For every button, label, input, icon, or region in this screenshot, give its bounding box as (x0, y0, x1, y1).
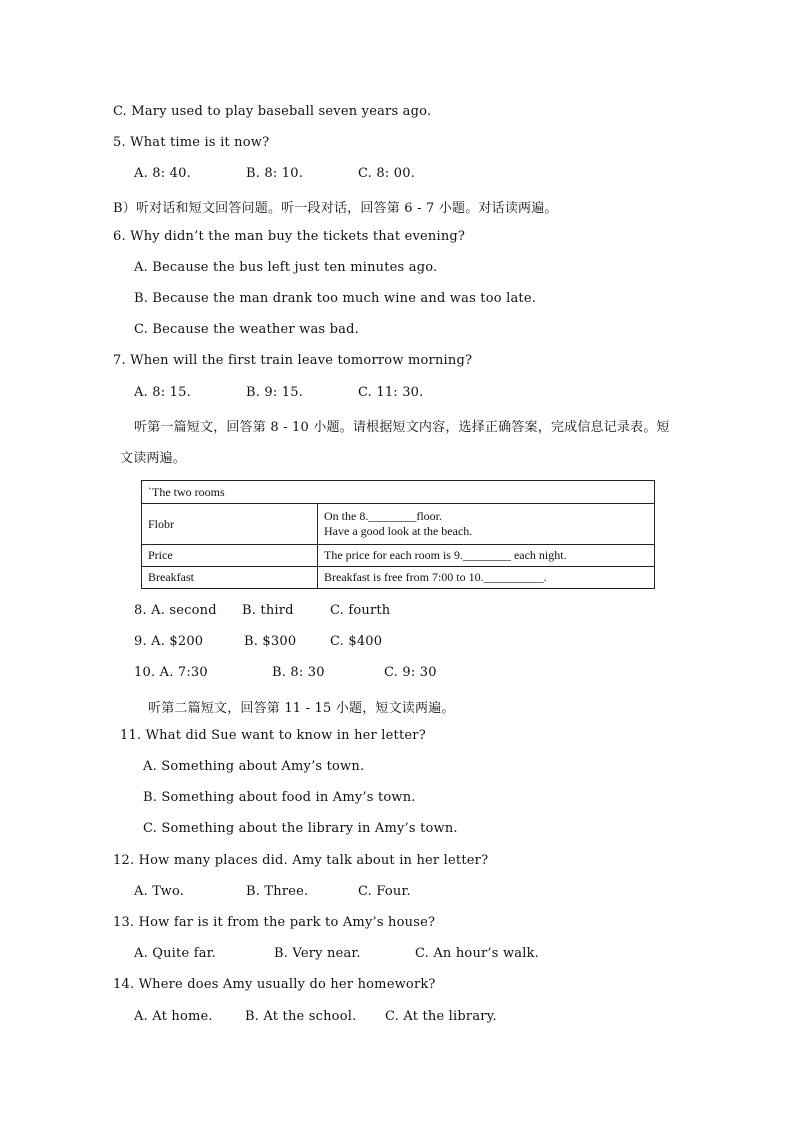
table-floor-value (318, 504, 655, 545)
q9-option-c: C. $400 (330, 634, 383, 649)
q5-stem: 5. What time is it now? (113, 135, 270, 150)
q5-option-b: B. 8: 10. (246, 166, 304, 181)
passage1-instruction-line1: 听第一篇短文，回答第 8 - 10 小题。请根据短文内容，选择正确答案，完成信息记录表。短 (134, 420, 670, 435)
table-price-value: The price for each room is 9.________ each night. (318, 545, 655, 567)
q10-option-b: B. 8: 30 (272, 665, 325, 680)
passage2-instruction: 听第二篇短文，回答第 11 - 15 小题，短文读两遍。 (148, 701, 455, 716)
q14-options (134, 1009, 497, 1024)
passage1-instruction-line2: 文读两遍。 (120, 451, 187, 466)
q8-option-b: B. third (242, 603, 294, 618)
q11-option-b: B. Something about food in Amy’s town. (143, 790, 416, 805)
info-record-table (141, 480, 655, 589)
q9-options (134, 634, 382, 649)
q14-stem: 14. Where does Amy usually do her homework? (113, 977, 436, 992)
table-title: `The two rooms (142, 481, 655, 504)
q5-option-c: C. 8: 00. (358, 166, 416, 181)
q12-option-c: C. Four. (358, 884, 411, 899)
q12-stem: 12. How many places did. Amy talk about in her letter? (113, 853, 489, 868)
section-b-instruction: B）听对话和短文回答问题。听一段对话，回答第 6 - 7 小题。对话读两遍。 (113, 201, 558, 216)
q8-options (134, 603, 390, 618)
table-floor-line1: On the 8.________floor. (324, 509, 442, 523)
q13-option-b: B. Very near. (274, 946, 361, 961)
q7-option-a: A. 8: 15. (134, 385, 191, 400)
q10-option-c: C. 9: 30 (384, 665, 437, 680)
q14-option-c: C. At the library. (385, 1009, 497, 1024)
q6-option-c: C. Because the weather was bad. (134, 322, 359, 337)
q7-option-b: B. 9: 15. (246, 385, 304, 400)
table-floor-label: Flobr (142, 504, 318, 545)
q6-option-a: A. Because the bus left just ten minutes ago. (134, 260, 438, 275)
q11-option-a: A. Something about Amy’s town. (143, 759, 365, 774)
q11-stem: 11. What did Sue want to know in her letter? (120, 728, 426, 743)
q7-options (134, 385, 423, 400)
q10-options (134, 665, 437, 680)
q6-stem: 6. Why didn’t the man buy the tickets that evening? (113, 229, 466, 244)
q13-options (134, 946, 539, 961)
q12-option-b: B. Three. (246, 884, 309, 899)
q13-option-c: C. An hour’s walk. (415, 946, 540, 961)
q10-option-a: 10. A. 7:30 (134, 665, 208, 680)
q13-stem: 13. How far is it from the park to Amy’s house? (113, 915, 436, 930)
table-floor-line2: Have a good look at the beach. (324, 524, 473, 538)
q8-option-a: 8. A. second (134, 603, 217, 618)
q8-option-c: C. fourth (330, 603, 391, 618)
table-breakfast-value: Breakfast is free from 7:00 to 10.__________. (318, 567, 655, 589)
q4-option-c: C. Mary used to play baseball seven years ago. (113, 104, 432, 119)
table-breakfast-label: Breakfast (142, 567, 318, 589)
q5-option-a: A. 8: 40. (134, 166, 191, 181)
q7-option-c: C. 11: 30. (358, 385, 424, 400)
table-price-label: Price (142, 545, 318, 567)
q11-option-c: C. Something about the library in Amy’s town. (143, 821, 458, 836)
q12-option-a: A. Two. (134, 884, 185, 899)
q14-option-a: A. At home. (134, 1009, 213, 1024)
q12-options (134, 884, 411, 899)
q6-option-b: B. Because the man drank too much wine and was too late. (134, 291, 537, 306)
q13-option-a: A. Quite far. (134, 946, 216, 961)
q9-option-b: B. $300 (244, 634, 297, 649)
q9-option-a: 9. A. $200 (134, 634, 204, 649)
q5-options (134, 166, 415, 181)
q14-option-b: B. At the school. (245, 1009, 357, 1024)
q7-stem: 7. When will the first train leave tomorrow morning? (113, 353, 473, 368)
